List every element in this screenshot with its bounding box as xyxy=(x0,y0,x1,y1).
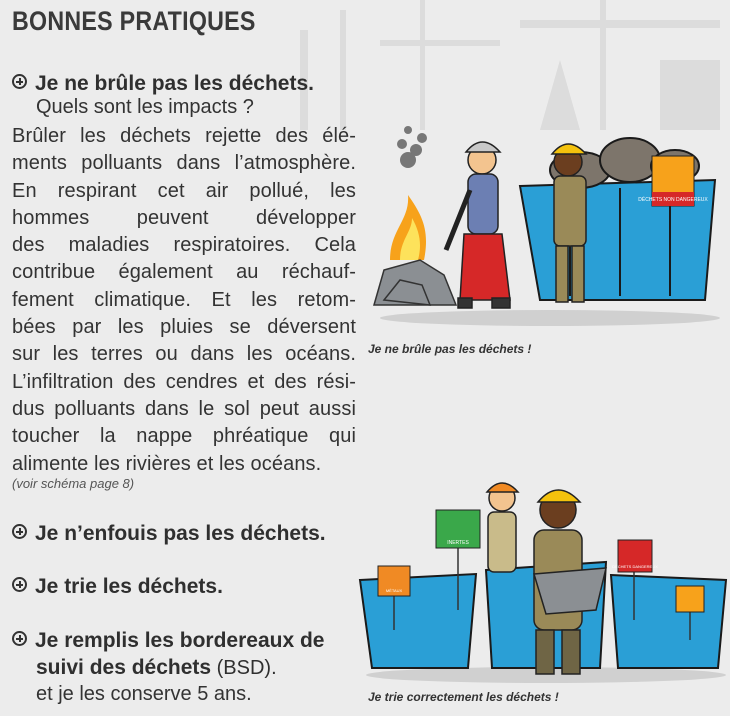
para-line: des maladies respiratoires. Cela xyxy=(12,234,356,257)
para-line: bées par les pluies se déversent xyxy=(12,316,356,339)
para-line: Brûler les déchets rejette des élé- xyxy=(12,125,356,147)
para-line: contribue également au réchauf- xyxy=(12,261,356,284)
caption-sorting: Je trie correctement les déchets ! xyxy=(368,690,559,704)
para-line: hommes peuvent développer xyxy=(12,206,356,229)
bullet-sort xyxy=(12,573,223,600)
para-line: En respirant cet air pollué, les xyxy=(12,179,356,202)
caption-no-burning: Je ne brûle pas les déchets ! xyxy=(368,342,532,356)
para-line: sur les terres ou dans les océans. xyxy=(12,343,356,366)
plus-circle-icon xyxy=(12,577,27,592)
svg-text:MÉTAUX: MÉTAUX xyxy=(385,588,403,593)
impacts-paragraph xyxy=(12,123,356,478)
para-line: dus polluants dans le sol peut aussi xyxy=(12,397,356,420)
bullet-bsd-line2 xyxy=(36,654,277,682)
bullet-bsd-title-line2: suivi des déchets xyxy=(36,656,212,679)
page-title: BONNES PRATIQUES xyxy=(12,6,256,36)
svg-text:DÉCHETS NON DANGEREUX: DÉCHETS NON DANGEREUX xyxy=(638,197,708,203)
bullet-bsd-title-line1: Je remplis les bordereaux de xyxy=(35,629,325,652)
svg-text:DÉCHETS DANGEREUX: DÉCHETS DANGEREUX xyxy=(612,564,658,569)
illustration-no-burning xyxy=(360,100,730,330)
sign-metaux xyxy=(378,566,410,596)
worker-burning xyxy=(446,142,510,308)
svg-text:INERTES: INERTES xyxy=(447,540,469,546)
bullet-bury xyxy=(12,520,326,547)
para-line: toucher la nappe phréatique qui xyxy=(12,425,356,448)
para-line: alimente les rivières et les océans. xyxy=(12,452,322,475)
para-line: fement climatique. Et les retom- xyxy=(12,288,356,311)
bullet-burn-subtitle: Quels sont les impacts ? xyxy=(36,96,254,118)
bullet-bsd xyxy=(12,627,324,654)
plus-circle-icon xyxy=(12,631,27,646)
plus-circle-icon xyxy=(12,74,27,89)
sign-inertes xyxy=(436,510,480,548)
plus-circle-icon xyxy=(12,524,27,539)
see-diagram-note: (voir schéma page 8) xyxy=(12,476,135,491)
illustration-sorting xyxy=(356,470,730,685)
para-line: ments polluants dans l’atmosphère. xyxy=(12,152,356,175)
sign-non-dangereux xyxy=(676,586,704,612)
bullet-sort-title: Je trie les déchets. xyxy=(35,575,223,598)
bullet-bsd-suffix: (BSD). xyxy=(211,657,277,679)
bullet-burn-title: Je ne brûle pas les déchets. xyxy=(35,72,314,95)
sign-dangereux xyxy=(612,540,658,572)
bullet-bsd-subtitle: et je les conserve 5 ans. xyxy=(36,683,252,705)
para-line: L’infiltration des cendres et des rési- xyxy=(12,370,356,393)
bullet-bury-title: Je n’enfouis pas les déchets. xyxy=(35,522,326,545)
fire-icon xyxy=(390,195,426,260)
bullet-burn xyxy=(12,70,314,97)
